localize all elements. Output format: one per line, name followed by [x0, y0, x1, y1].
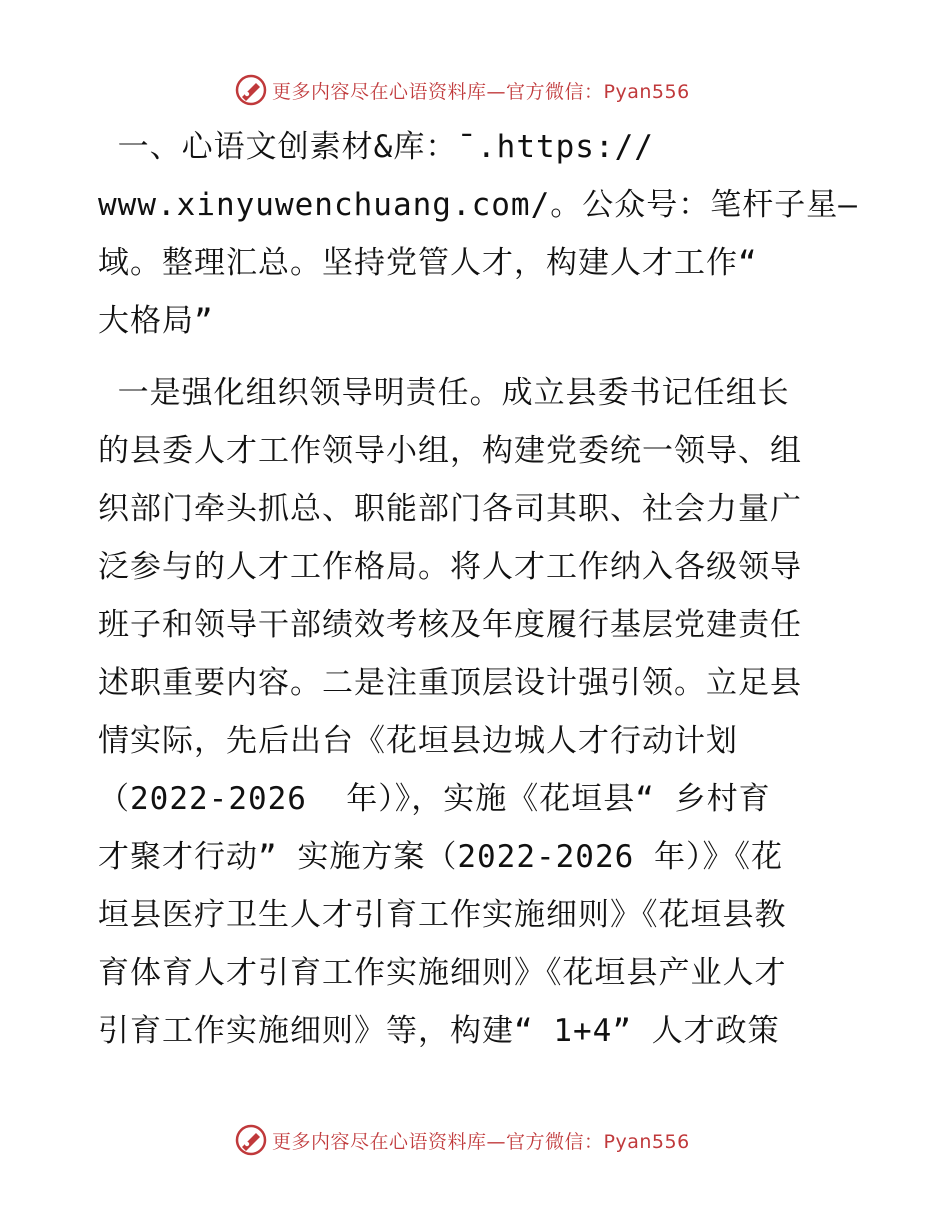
watermark-text: 更多内容尽在心语资料库—官方微信：Pyan556	[272, 80, 690, 103]
text-line: 情实际，先后出台《花垣县边城人才行动计划	[98, 723, 738, 759]
text-line: www.xinyuwenchuang.com/。公众号：笔杆子星—	[98, 187, 858, 223]
footer-watermark	[234, 1122, 754, 1158]
text-line: 垣县医疗卫生人才引育工作实施细则》《花垣县教	[98, 897, 787, 933]
text-line: 大格局”	[98, 303, 214, 339]
text-line: 述职重要内容。二是注重顶层设计强引领。立足县	[98, 665, 802, 701]
wechat-id: Pyan556	[603, 80, 690, 103]
text-line: （2022-2026 年）》，实施《花垣县“ 乡村育	[98, 781, 771, 817]
text-line: 的县委人才工作领导小组，构建党委统一领导、组	[98, 433, 802, 469]
paragraph-1	[98, 118, 858, 350]
text-line: 域。整理汇总。坚持党管人才，构建人才工作“	[98, 245, 758, 281]
watermark-text: 更多内容尽在心语资料库—官方微信：Pyan556	[272, 1130, 690, 1153]
text-line: 一是强化组织领导明责任。成立县委书记任组长	[98, 375, 790, 411]
text-line: 才聚才行动” 实施方案（2022-2026 年）》《花	[98, 839, 783, 875]
text-line: 班子和领导干部绩效考核及年度履行基层党建责任	[98, 607, 802, 643]
text-line: 一、心语文创素材&库：¯.https://	[98, 129, 654, 165]
paragraph-2	[98, 364, 858, 1060]
pen-logo-icon	[234, 73, 268, 107]
pen-logo-icon	[234, 1123, 268, 1157]
text-line: 泛参与的人才工作格局。将人才工作纳入各级领导	[98, 549, 802, 585]
wechat-id: Pyan556	[603, 1130, 690, 1153]
document-body	[98, 118, 858, 1060]
header-watermark	[234, 72, 754, 108]
text-line: 引育工作实施细则》等，构建“ 1+4” 人才政策	[98, 1013, 780, 1049]
text-line: 育体育人才引育工作实施细则》《花垣县产业人才	[98, 955, 787, 991]
text-line: 织部门牵头抓总、职能部门各司其职、社会力量广	[98, 491, 802, 527]
